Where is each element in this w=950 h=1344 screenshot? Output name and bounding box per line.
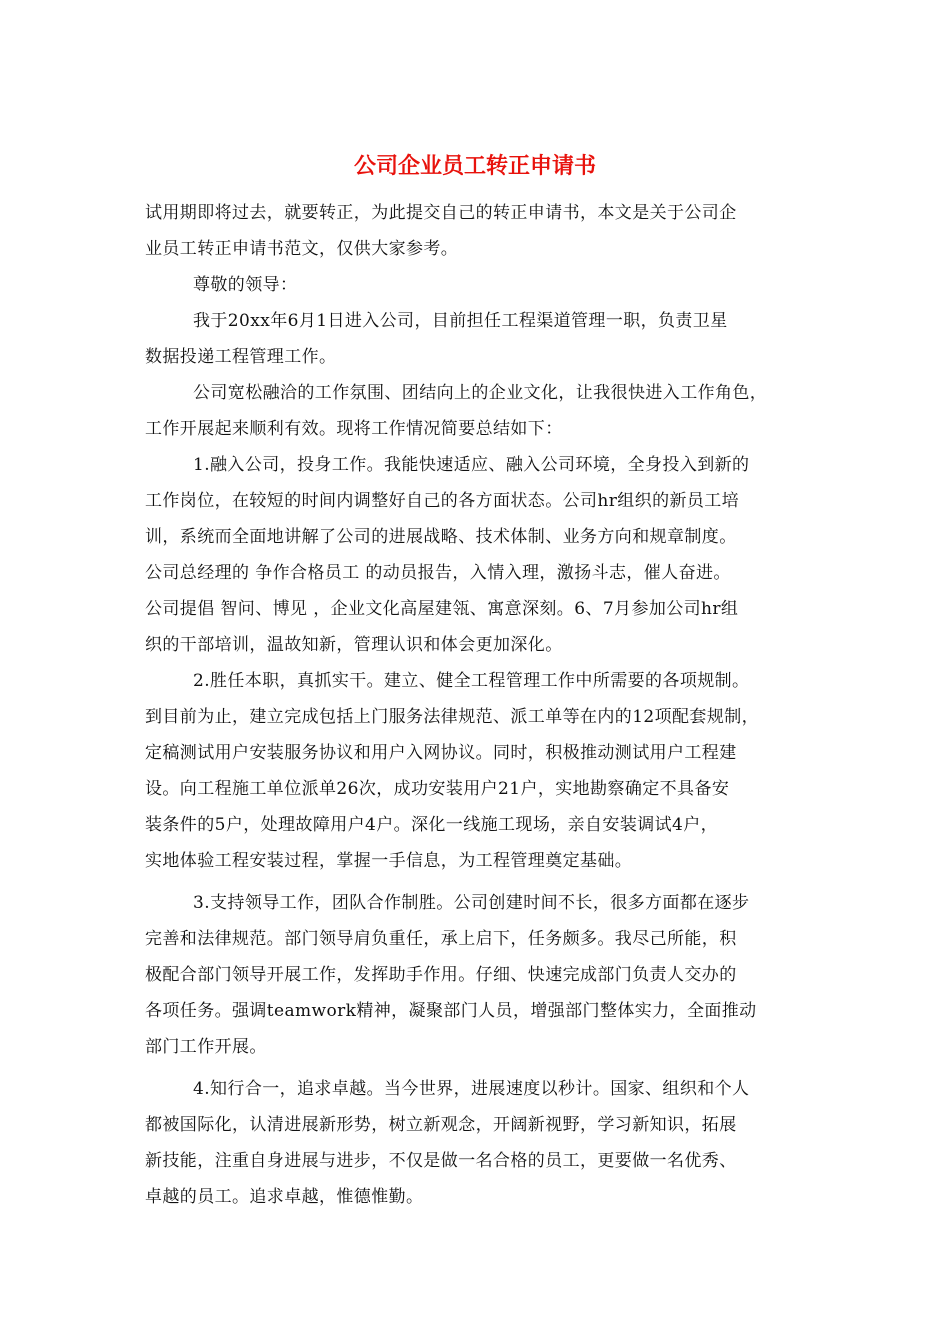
text-line: 2.胜任本职，真抓实干。建立、健全工程管理工作中所需要的各项规制。 [193,671,750,691]
text-line: 设。向工程施工单位派单26次，成功安装用户21户，实地勘察确定不具备安 [145,779,730,799]
text-line: 我于20xx年6月1日进入公司，目前担任工程渠道管理一职，负责卫星 [193,311,728,331]
text-line: 业员工转正申请书范文，仅供大家参考。 [145,239,459,259]
text-line: 各项任务。强调teamwork精神，凝聚部门人员，增强部门整体实力，全面推动 [145,1001,757,1021]
text-line: 都被国际化，认清进展新形势，树立新观念，开阔新视野，学习新知识，拓展 [145,1115,737,1135]
text-line: 实地体验工程安装过程，掌握一手信息，为工程管理奠定基础。 [145,851,633,871]
text-line: 4.知行合一，追求卓越。当今世界，进展速度以秒计。国家、组织和个人 [193,1079,750,1099]
text-line: 完善和法律规范。部门领导肩负重任，承上启下，任务颇多。我尽己所能，积 [145,929,737,949]
text-line: 工作开展起来顺利有效。现将工作情况简要总结如下： [145,419,563,439]
text-line: 1.融入公司，投身工作。我能快速适应、融入公司环境，全身投入到新的 [193,455,750,475]
text-line: 训，系统而全面地讲解了公司的进展战略、技术体制、业务方向和规章制度。 [145,527,737,547]
document-title: 公司企业员工转正申请书 [353,153,596,179]
text-line: 公司提倡 智问、博见 ，企业文化高屋建瓴、寓意深刻。6、7月参加公司hr组 [145,599,739,619]
salutation: 尊敬的领导： [193,275,298,295]
text-line: 织的干部培训，温故知新，管理认识和体会更加深化。 [145,635,563,655]
text-line: 公司宽松融洽的工作氛围、团结向上的企业文化，让我很快进入工作角色， [193,383,768,403]
text-line: 新技能，注重自身进展与进步，不仅是做一名合格的员工，更要做一名优秀、 [145,1151,737,1171]
text-line: 卓越的员工。追求卓越，惟德惟勤。 [145,1187,424,1207]
text-line: 数据投递工程管理工作。 [145,347,337,367]
text-line: 定稿测试用户安装服务协议和用户入网协议。同时，积极推动测试用户工程建 [145,743,737,763]
text-line: 极配合部门领导开展工作，发挥助手作用。仔细、快速完成部门负责人交办的 [145,965,737,985]
text-line: 3.支持领导工作，团队合作制胜。公司创建时间不长，很多方面都在逐步 [193,893,750,913]
text-line: 装条件的5户，处理故障用户4户。深化一线施工现场，亲自安装调试4户， [145,815,719,835]
text-line: 到目前为止，建立完成包括上门服务法律规范、派工单等在内的12项配套规制， [145,707,760,727]
text-line: 试用期即将过去，就要转正，为此提交自己的转正申请书，本文是关于公司企 [145,203,737,223]
text-line: 公司总经理的 争作合格员工 的动员报告，入情入理，激扬斗志，催人奋进。 [145,563,731,583]
text-line: 部门工作开展。 [145,1037,267,1057]
text-line: 工作岗位，在较短的时间内调整好自己的各方面状态。公司hr组织的新员工培 [145,491,740,511]
